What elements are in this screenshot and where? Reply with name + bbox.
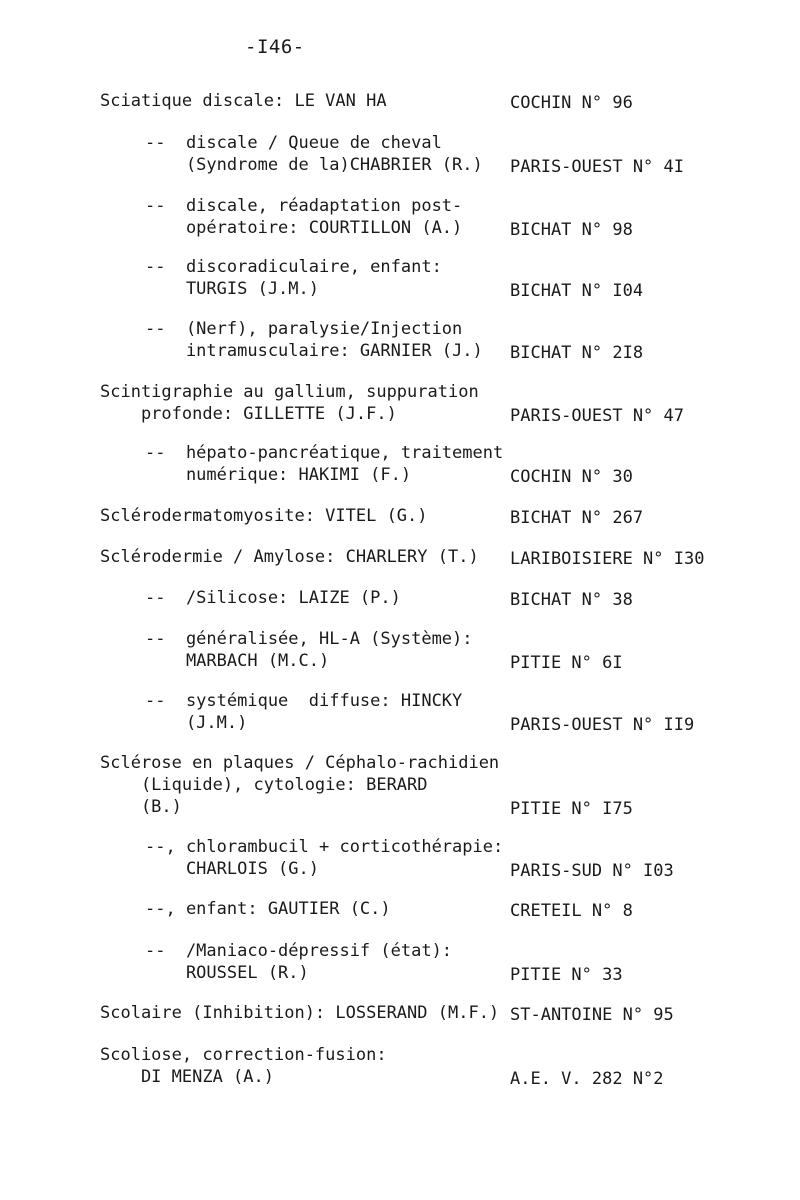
entry-term: --, chlorambucil + corticothérapie: [145, 837, 504, 857]
entry-term: -- systémique diffuse: HINCKY [145, 691, 463, 711]
entry-term-continuation: DI MENZA (A.) [100, 1067, 274, 1087]
entry-term: -- (Nerf), paralysie/Injection [145, 319, 463, 339]
entry-term-continuation: ROUSSEL (R.) [145, 963, 309, 983]
entry-reference: PARIS-SUD N° I03 [510, 861, 674, 881]
entry-term-continuation: numérique: HAKIMI (F.) [145, 465, 412, 485]
entry-reference: PARIS-OUEST N° 4I [510, 157, 684, 177]
entry-term-continuation: TURGIS (J.M.) [145, 279, 319, 299]
entry-reference: BICHAT N° 98 [510, 220, 633, 240]
entry-reference: PARIS-OUEST N° 47 [510, 406, 684, 426]
entry-reference: BICHAT N° 38 [510, 590, 633, 610]
entry-term: Sclérodermie / Amylose: CHARLERY (T.) [100, 547, 479, 567]
entry-reference: PITIE N° 6I [510, 653, 623, 673]
entry-term-continuation: opératoire: COURTILLON (A.) [145, 218, 463, 238]
entry-reference: PARIS-OUEST N° II9 [510, 715, 695, 735]
entry-term: Scolaire (Inhibition): LOSSERAND (M.F.) [100, 1003, 500, 1023]
entry-term: -- hépato-pancréatique, traitement [145, 443, 504, 463]
entry-reference: BICHAT N° I04 [510, 281, 644, 301]
entry-reference: PITIE N° 33 [510, 965, 623, 985]
entry-term-continuation: MARBACH (M.C.) [145, 651, 330, 671]
entry-term: -- discale / Queue de cheval [145, 133, 442, 153]
entry-term: -- discale, réadaptation post- [145, 196, 463, 216]
entry-term: --, enfant: GAUTIER (C.) [145, 899, 391, 919]
entry-term: Scoliose, correction-fusion: [100, 1045, 387, 1065]
entry-term: -- /Silicose: LAIZE (P.) [145, 588, 401, 608]
entry-reference: LARIBOISIERE N° I30 [510, 549, 705, 569]
entry-term-continuation: profonde: GILLETTE (J.F.) [100, 404, 397, 424]
entry-reference: ST-ANTOINE N° 95 [510, 1005, 674, 1025]
page-number: -I46- [245, 36, 305, 58]
entry-term-continuation: (Liquide), cytologie: BERARD [100, 775, 428, 795]
entry-term: -- généralisée, HL-A (Système): [145, 629, 473, 649]
entry-term-continuation: CHARLOIS (G.) [145, 859, 319, 879]
entry-reference: BICHAT N° 2I8 [510, 343, 644, 363]
entry-term: Sciatique discale: LE VAN HA [100, 91, 387, 111]
entry-reference: PITIE N° I75 [510, 799, 633, 819]
entry-term-continuation: (Syndrome de la)CHABRIER (R.) [145, 155, 483, 175]
entry-term-continuation: intramusculaire: GARNIER (J.) [145, 341, 483, 361]
entry-term: Sclérose en plaques / Céphalo-rachidien [100, 753, 500, 773]
entry-reference: COCHIN N° 96 [510, 93, 633, 113]
entry-term: Scintigraphie au gallium, suppuration [100, 382, 479, 402]
entry-term: -- discoradiculaire, enfant: [145, 257, 442, 277]
entry-reference: COCHIN N° 30 [510, 467, 633, 487]
entry-term: -- /Maniaco-dépressif (état): [145, 941, 453, 961]
entry-reference: BICHAT N° 267 [510, 508, 644, 528]
entry-reference: CRETEIL N° 8 [510, 901, 633, 921]
entry-term-continuation: (B.) [100, 797, 182, 817]
entry-term: Sclérodermatomyosite: VITEL (G.) [100, 506, 428, 526]
entry-reference: A.E. V. 282 N°2 [510, 1069, 664, 1089]
entry-term-continuation: (J.M.) [145, 713, 248, 733]
